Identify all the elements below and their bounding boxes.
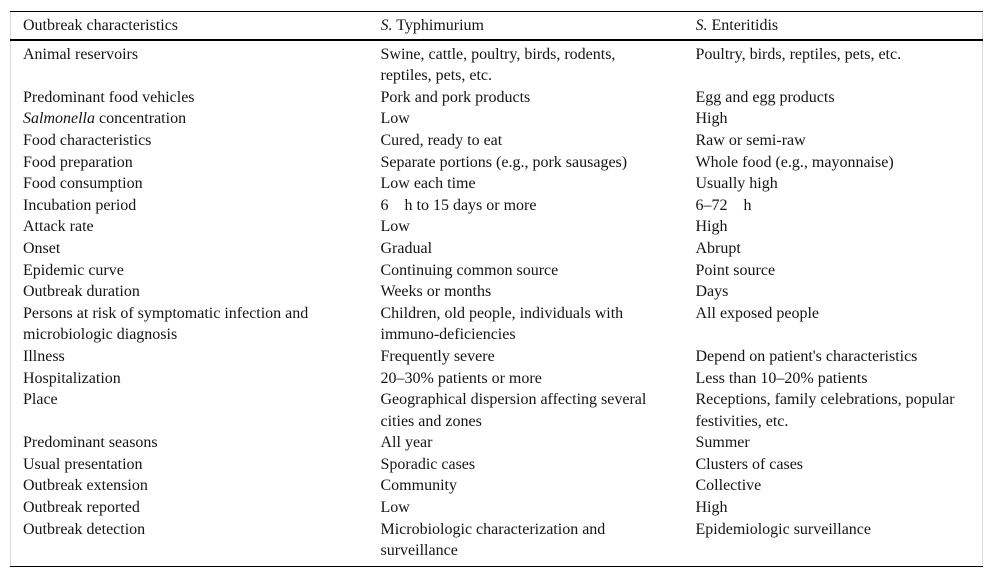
typhimurium-cell	[381, 497, 696, 519]
enteritidis-cell	[696, 303, 983, 346]
cell-text: Continuing common source	[380, 261, 559, 279]
characteristic-cell	[11, 260, 381, 282]
cell-text: Incubation period	[23, 196, 137, 214]
cell-text: Community	[380, 477, 457, 495]
cell-text: Attack rate	[23, 218, 94, 236]
enteritidis-cell	[696, 152, 983, 174]
cell-text: Depend on patient's characteristics	[695, 347, 918, 365]
enteritidis-cell	[696, 216, 983, 238]
species-rest: Typhimurium	[392, 17, 484, 34]
typhimurium-cell	[381, 432, 696, 454]
characteristic-cell	[11, 130, 381, 152]
cell-text: Low	[380, 218, 410, 236]
enteritidis-cell	[696, 497, 983, 519]
table-row	[11, 152, 983, 174]
enteritidis-cell	[696, 108, 983, 130]
cell-text: Usually high	[695, 175, 778, 193]
species-abbrev-italic: S.	[380, 17, 393, 34]
enteritidis-cell	[696, 475, 983, 497]
typhimurium-cell	[381, 519, 696, 567]
cell-text: Frequently severe	[380, 347, 495, 365]
table-row	[11, 432, 983, 454]
characteristic-cell	[11, 40, 381, 87]
cell-text: Days	[695, 283, 729, 301]
typhimurium-cell	[381, 195, 696, 217]
table-row	[11, 303, 983, 346]
characteristic-cell	[11, 368, 381, 390]
cell-text: Animal reservoirs	[23, 45, 139, 63]
cell-text: Collective	[695, 477, 762, 495]
typhimurium-cell	[381, 368, 696, 390]
cell-text: Usual presentation	[23, 455, 143, 473]
cell-text: 20–30% patients or more	[380, 369, 542, 387]
enteritidis-cell	[696, 389, 983, 432]
table-row	[11, 87, 983, 109]
cell-text: Outbreak detection	[23, 520, 146, 538]
cell-text: Raw or semi-raw	[695, 131, 806, 149]
table-row	[11, 238, 983, 260]
cell-text: Swine, cattle, poultry, birds, rodents, reptiles, pets, etc.	[380, 45, 616, 85]
enteritidis-cell	[696, 238, 983, 260]
typhimurium-cell	[381, 108, 696, 130]
cell-text: Predominant seasons	[23, 434, 158, 452]
typhimurium-cell	[381, 173, 696, 195]
characteristic-cell	[11, 346, 381, 368]
table-row	[11, 475, 983, 497]
cell-text: Epidemic curve	[23, 261, 124, 279]
cell-text: Egg and egg products	[695, 88, 835, 106]
cell-text: Cured, ready to eat	[380, 131, 503, 149]
characteristic-cell	[11, 238, 381, 260]
cell-text: Abrupt	[695, 239, 741, 257]
typhimurium-cell	[381, 216, 696, 238]
cell-text: Separate portions (e.g., pork sausages)	[380, 153, 628, 171]
table-row	[11, 346, 983, 368]
characteristic-cell	[11, 497, 381, 519]
cell-text: Microbiologic characterization and surveillance	[380, 520, 606, 560]
cell-text: Low each time	[380, 175, 476, 193]
cell-text: Whole food (e.g., mayonnaise)	[695, 153, 894, 171]
cell-text: High	[695, 218, 728, 236]
cell-text: Low	[380, 110, 410, 128]
table-row	[11, 519, 983, 567]
characteristic-cell	[11, 281, 381, 303]
cell-text: Food characteristics	[23, 131, 152, 149]
characteristic-cell	[11, 519, 381, 567]
table-row	[11, 260, 983, 282]
table-row	[11, 40, 983, 87]
table-row	[11, 281, 983, 303]
characteristic-cell	[11, 173, 381, 195]
typhimurium-cell	[381, 303, 696, 346]
header-row	[11, 12, 983, 40]
enteritidis-cell	[696, 281, 983, 303]
cell-text: Summer	[695, 434, 750, 452]
cell-text: Hospitalization	[23, 369, 121, 387]
typhimurium-cell	[381, 389, 696, 432]
enteritidis-cell	[696, 40, 983, 87]
species-abbrev-italic: S.	[695, 17, 708, 34]
characteristic-cell	[11, 195, 381, 217]
header-s-enteritidis	[696, 12, 983, 40]
enteritidis-cell	[696, 432, 983, 454]
enteritidis-cell	[696, 346, 983, 368]
enteritidis-cell	[696, 195, 983, 217]
cell-text: Food consumption	[23, 175, 143, 193]
cell-text: concentration	[95, 110, 187, 128]
table-row	[11, 173, 983, 195]
enteritidis-cell	[696, 87, 983, 109]
characteristic-cell	[11, 389, 381, 432]
cell-text: Outbreak reported	[23, 499, 140, 517]
characteristic-cell	[11, 152, 381, 174]
enteritidis-cell	[696, 454, 983, 476]
cell-text: Low	[380, 499, 410, 517]
cell-text: Receptions, family celebrations, popular festivities, etc.	[695, 391, 955, 430]
enteritidis-cell	[696, 368, 983, 390]
characteristic-cell	[11, 432, 381, 454]
typhimurium-cell	[381, 260, 696, 282]
table-row	[11, 108, 983, 130]
cell-text: Illness	[23, 347, 65, 365]
table-row	[11, 195, 983, 217]
cell-text: Predominant food vehicles	[23, 88, 195, 106]
typhimurium-cell	[381, 475, 696, 497]
cell-text: All year	[380, 434, 433, 452]
cell-text: Clusters of cases	[695, 455, 804, 473]
cell-text: Weeks or months	[380, 283, 492, 301]
cell-text: Geographical dispersion affecting several cities and zones	[380, 391, 647, 430]
typhimurium-cell	[381, 346, 696, 368]
cell-text: Sporadic cases	[380, 455, 476, 473]
enteritidis-cell	[696, 519, 983, 567]
typhimurium-cell	[381, 152, 696, 174]
header-outbreak-characteristics: Outbreak characteristics	[23, 17, 179, 34]
typhimurium-cell	[381, 87, 696, 109]
cell-text: Less than 10–20% patients	[695, 369, 868, 387]
table-row	[11, 454, 983, 476]
cell-text: 6–72 h	[695, 196, 752, 214]
typhimurium-cell	[381, 454, 696, 476]
characteristic-cell	[11, 454, 381, 476]
characteristic-cell	[11, 303, 381, 346]
enteritidis-cell	[696, 130, 983, 152]
typhimurium-cell	[381, 238, 696, 260]
typhimurium-cell	[381, 130, 696, 152]
outbreak-comparison-table	[10, 11, 983, 567]
table-row	[11, 216, 983, 238]
typhimurium-cell	[381, 281, 696, 303]
cell-text: Onset	[23, 239, 61, 257]
enteritidis-cell	[696, 173, 983, 195]
table-header	[11, 12, 983, 40]
cell-text: Gradual	[380, 239, 433, 257]
table-row	[11, 389, 983, 432]
cell-text: 6 h to 15 days or more	[380, 196, 537, 214]
cell-text: Outbreak duration	[23, 283, 140, 301]
cell-text: Food preparation	[23, 153, 133, 171]
characteristic-cell	[11, 216, 381, 238]
cell-text: Pork and pork products	[380, 88, 531, 106]
characteristic-cell	[11, 475, 381, 497]
cell-text: High	[695, 499, 728, 517]
header-s-typhimurium	[381, 12, 696, 40]
cell-text: Epidemiologic surveillance	[695, 520, 871, 538]
cell-text: Persons at risk of symptomatic infection and microbiologic diagnosis	[23, 304, 309, 344]
cell-text: Poultry, birds, reptiles, pets, etc.	[695, 45, 902, 63]
enteritidis-cell	[696, 260, 983, 282]
table-row	[11, 368, 983, 390]
cell-text: All exposed people	[695, 304, 820, 322]
typhimurium-cell	[381, 40, 696, 87]
table-row	[11, 130, 983, 152]
cell-text: Children, old people, individuals with immuno-deficiencies	[380, 304, 624, 344]
cell-text: Point source	[695, 261, 776, 279]
species-rest: Enteritidis	[707, 17, 779, 34]
cell-text: Outbreak extension	[23, 477, 148, 495]
table-body	[11, 40, 983, 567]
cell-text: High	[695, 110, 728, 128]
characteristic-cell	[11, 108, 381, 130]
table-row	[11, 497, 983, 519]
characteristic-cell	[11, 87, 381, 109]
genus-name-italic: Salmonella	[23, 110, 95, 128]
cell-text: Place	[23, 391, 58, 409]
